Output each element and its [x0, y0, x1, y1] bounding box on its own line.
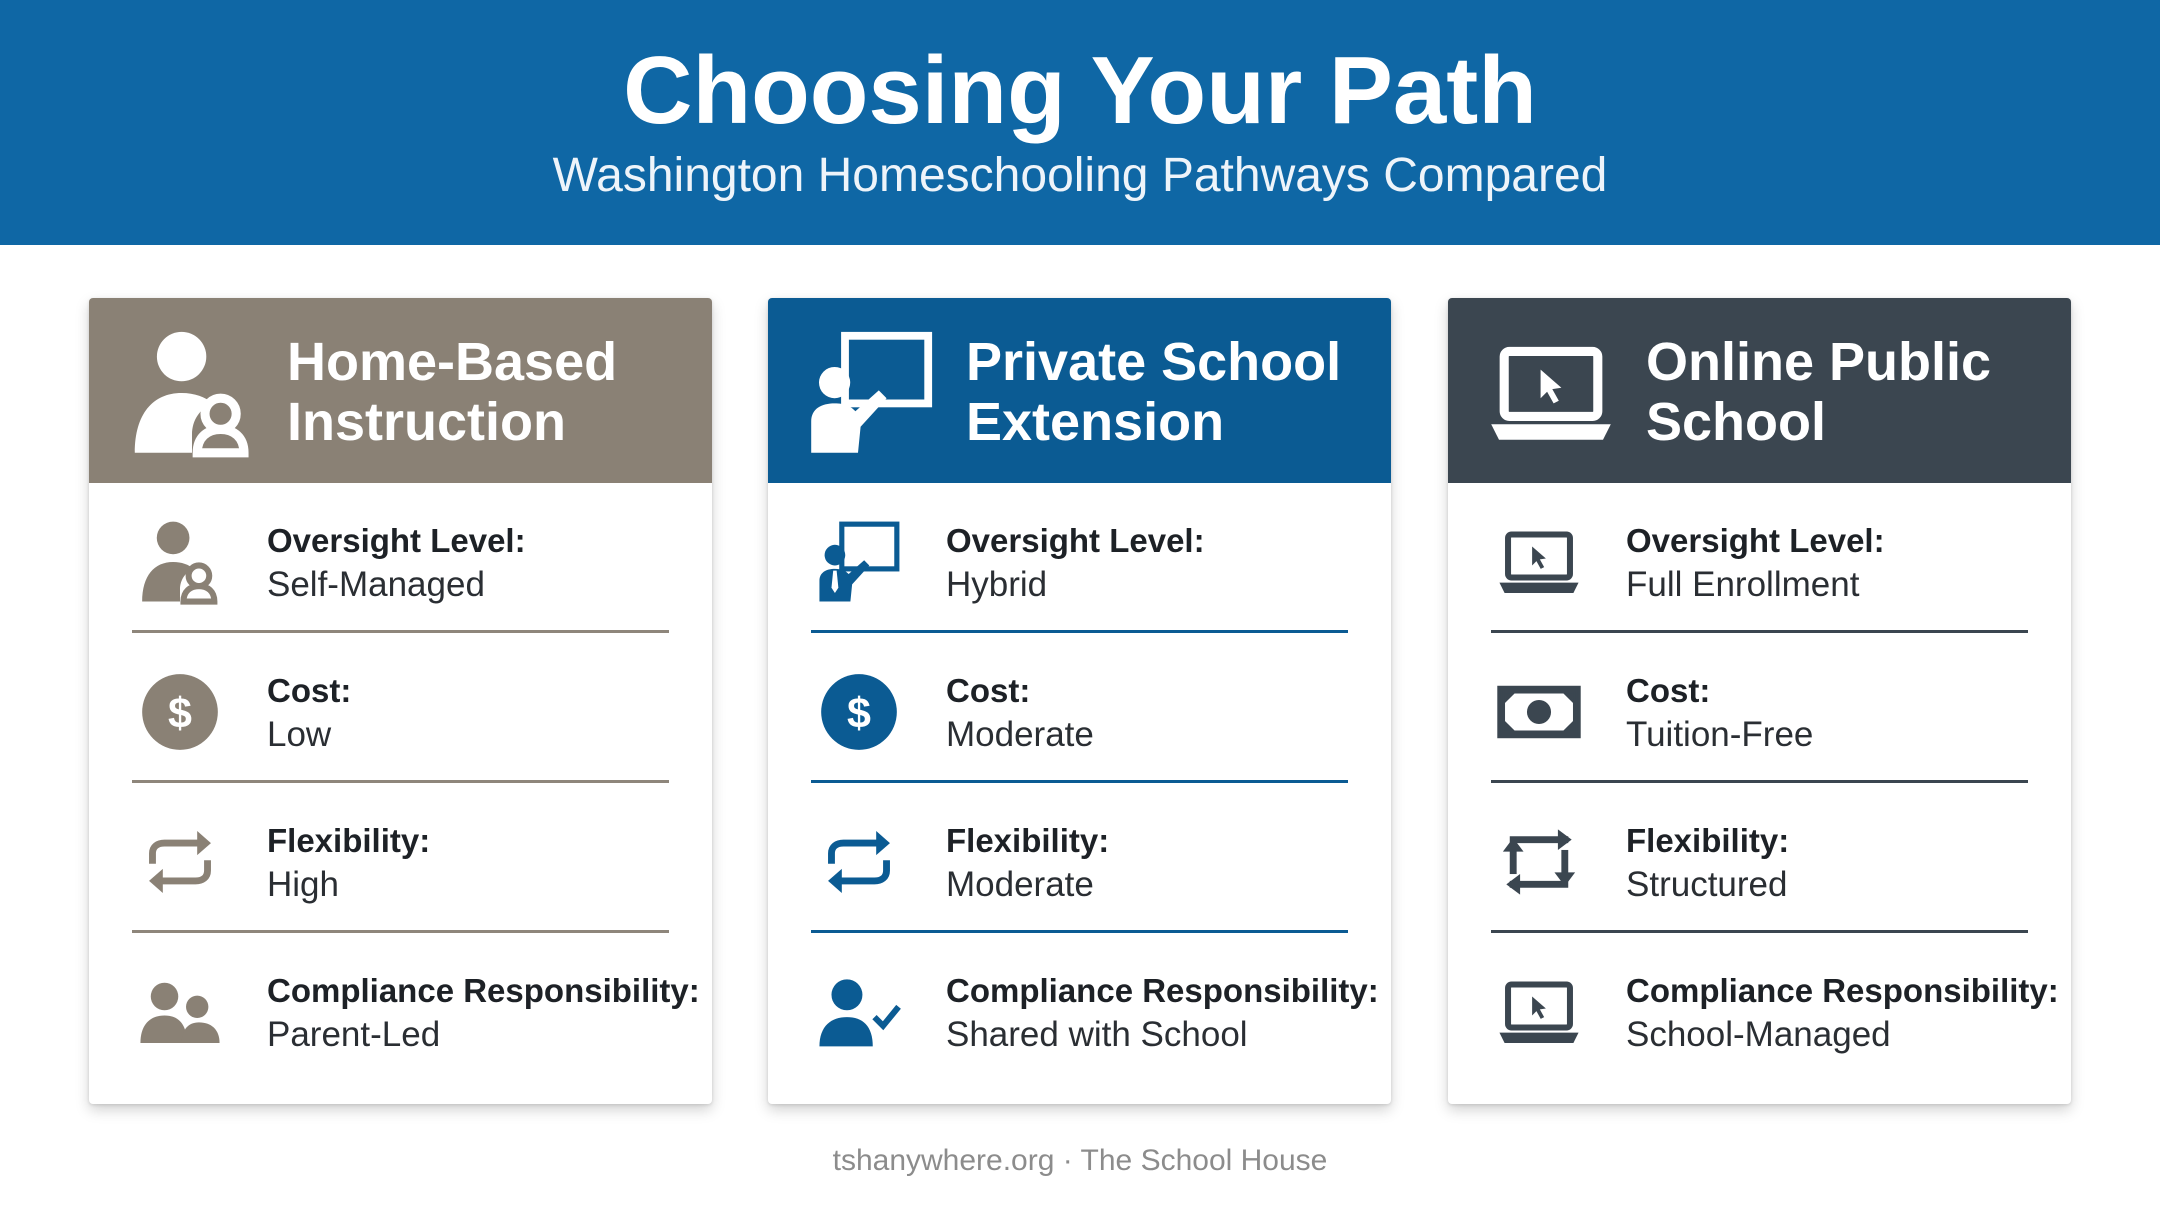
row-flexibility	[89, 783, 712, 933]
row-value: Shared with School	[946, 1015, 1248, 1054]
row-oversight-level	[89, 483, 712, 633]
card-home-based-instruction	[89, 298, 712, 1104]
teacher-board-icon	[806, 328, 936, 458]
row-label: Flexibility:	[267, 822, 431, 859]
card-title-line-2: Instruction	[287, 392, 566, 452]
teacher-board-icon	[816, 519, 902, 605]
row-label: Flexibility:	[946, 822, 1110, 859]
repeat-arrows-icon	[816, 819, 902, 905]
page-header	[0, 0, 2160, 245]
laptop-cursor-icon	[1496, 519, 1582, 605]
card-header	[1448, 298, 2071, 483]
repeat-arrows-icon	[137, 819, 223, 905]
card-private-school-extension	[768, 298, 1391, 1104]
row-compliance-responsibility	[89, 933, 712, 1083]
row-compliance-responsibility	[1448, 933, 2071, 1083]
parent-child-icon	[137, 519, 223, 605]
laptop-cursor-icon	[1486, 328, 1616, 458]
card-title	[966, 332, 1376, 452]
row-label: Oversight Level:	[946, 522, 1205, 559]
card-title-line-1: Private School	[966, 332, 1342, 392]
row-value: Low	[267, 715, 332, 754]
row-oversight-level	[1448, 483, 2071, 633]
row-label: Cost:	[267, 672, 352, 709]
row-value: Hybrid	[946, 565, 1048, 604]
page-title: Choosing Your Path	[623, 37, 1537, 144]
people-icon	[137, 969, 223, 1055]
row-label: Oversight Level:	[267, 522, 526, 559]
card-title	[1646, 332, 2056, 452]
row-cost	[768, 633, 1391, 783]
row-value: Parent-Led	[267, 1015, 441, 1054]
user-check-icon	[816, 969, 902, 1055]
row-cost	[89, 633, 712, 783]
row-label: Compliance Responsibility:	[267, 972, 700, 1009]
row-value: Structured	[1626, 865, 1788, 904]
row-value: Moderate	[946, 865, 1094, 904]
card-title-line-1: Home-Based	[287, 332, 618, 392]
row-value: Full Enrollment	[1626, 565, 1860, 604]
parent-child-icon	[127, 328, 257, 458]
row-label: Cost:	[1626, 672, 1711, 709]
row-flexibility	[768, 783, 1391, 933]
card-title-line-2: Extension	[966, 392, 1225, 452]
card-title-line-2: School	[1646, 392, 1827, 452]
page-subtitle: Washington Homeschooling Pathways Compared	[552, 149, 1608, 202]
row-value: High	[267, 865, 339, 904]
row-label: Cost:	[946, 672, 1031, 709]
row-cost	[1448, 633, 2071, 783]
dollar-coin-icon	[816, 669, 902, 755]
card-header	[89, 298, 712, 483]
card-title	[287, 332, 697, 452]
card-header	[768, 298, 1391, 483]
row-value: Self-Managed	[267, 565, 485, 604]
banknote-icon	[1496, 669, 1582, 755]
row-compliance-responsibility	[768, 933, 1391, 1083]
dollar-coin-icon	[137, 669, 223, 755]
row-label: Compliance Responsibility:	[1626, 972, 2059, 1009]
row-label: Oversight Level:	[1626, 522, 1885, 559]
row-value: Tuition-Free	[1626, 715, 1814, 754]
card-title-line-1: Online Public	[1646, 332, 1992, 392]
row-label: Flexibility:	[1626, 822, 1790, 859]
card-online-public-school	[1448, 298, 2071, 1104]
laptop-cursor-icon	[1496, 969, 1582, 1055]
footer-credit: tshanywhere.org · The School House	[832, 1144, 1328, 1177]
row-flexibility	[1448, 783, 2071, 933]
row-value: Moderate	[946, 715, 1094, 754]
row-value: School-Managed	[1626, 1015, 1891, 1054]
row-label: Compliance Responsibility:	[946, 972, 1379, 1009]
structured-arrows-icon	[1496, 819, 1582, 905]
row-oversight-level	[768, 483, 1391, 633]
